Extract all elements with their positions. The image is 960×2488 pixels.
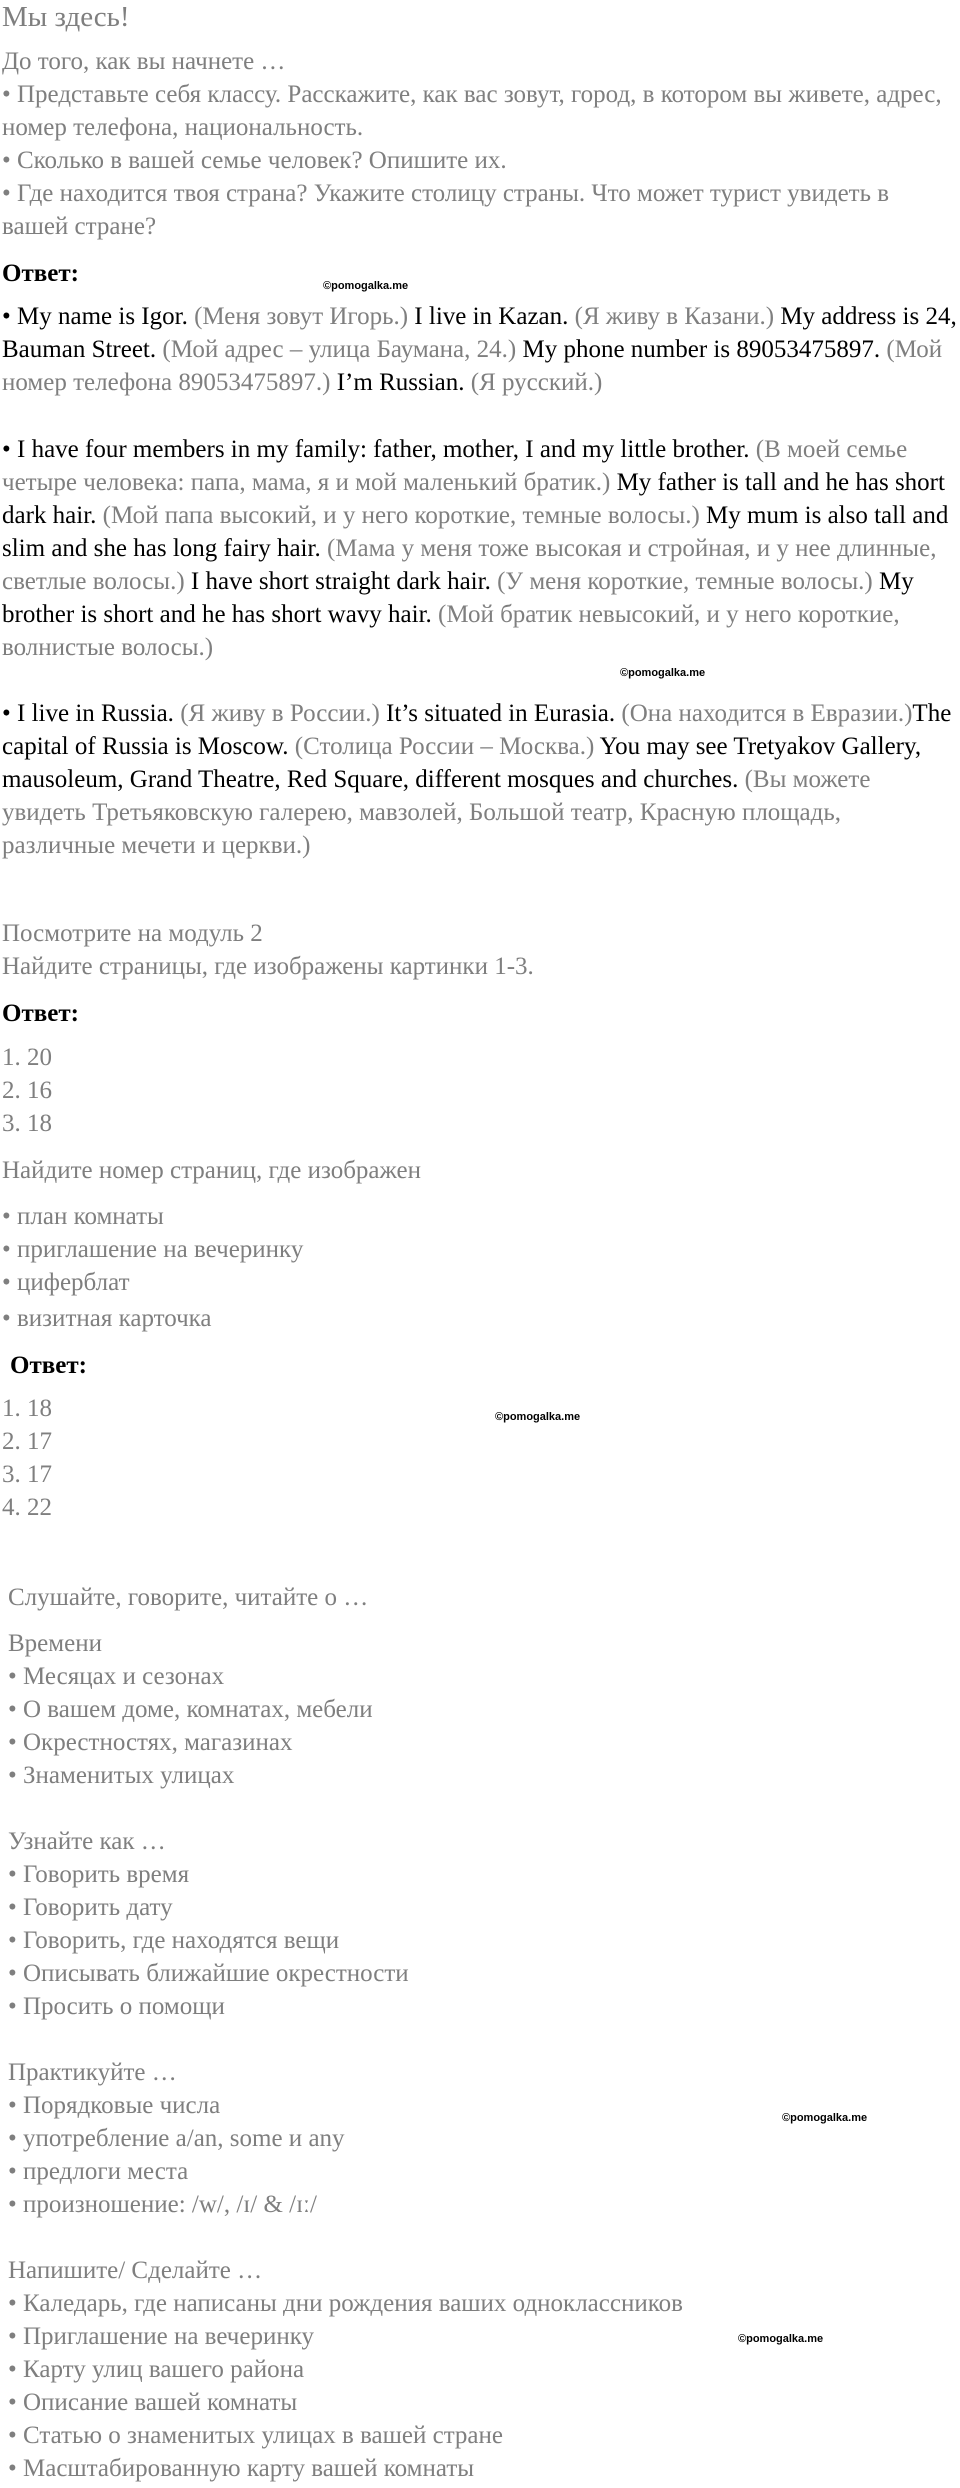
page-title: Мы здесь! — [2, 1, 130, 33]
russian-translation: (Мой папа высокий, и у него короткие, темные волосы.) — [102, 502, 707, 529]
russian-translation: (Я живу в Казани.) — [574, 303, 781, 330]
write-item: • Статью о знаменитых улицах в вашей стране — [8, 2422, 504, 2449]
answer-item: 2. 17 — [2, 1428, 52, 1455]
russian-translation: (Мой номер телефона 89053475897.) — [2, 336, 943, 396]
intro-item: • Представьте себя классу. Расскажите, как вас зовут, город, в котором вы живете, адрес, номер телефона, национальность. — [2, 81, 942, 141]
pages-item: • визитная карточка — [2, 1305, 212, 1332]
russian-translation: (Я русский.) — [470, 369, 603, 396]
answer-paragraph-1 — [2, 300, 957, 399]
english-text: I have short straight dark hair. — [190, 568, 498, 595]
listen-item: • Окрестностях, магазинах — [8, 1729, 293, 1756]
english-text: I’m Russian. — [336, 369, 471, 396]
english-text: My phone number is 89053475897. — [522, 336, 887, 363]
practice-item: • Порядковые числа — [8, 2092, 221, 2119]
answer-label: Ответ: — [2, 260, 79, 287]
english-text: My mum is also tall and slim and she has long fairy hair. — [2, 502, 949, 562]
english-text: • I live in Russia. — [2, 700, 181, 727]
learn-item: • Говорить, где находятся вещи — [8, 1927, 340, 1954]
english-text: I live in Kazan. — [414, 303, 575, 330]
learn-item: • Говорить дату — [8, 1894, 173, 1921]
pages-heading: Найдите номер страниц, где изображен — [2, 1157, 421, 1184]
answer-item: 1. 18 — [2, 1395, 52, 1422]
answer-label: Ответ: — [10, 1352, 87, 1379]
practice-heading: Практикуйте … — [8, 2059, 177, 2086]
russian-translation: (Я живу в России.) — [180, 700, 387, 727]
learn-heading: Узнайте как … — [8, 1828, 166, 1855]
listen-item: Времени — [8, 1630, 102, 1657]
write-item: • Описание вашей комнаты — [8, 2389, 298, 2416]
practice-item: • произношение: /w/, /ɪ/ & /ɪː/ — [8, 2191, 317, 2218]
module-line: Найдите страницы, где изображены картинки 1-3. — [2, 953, 534, 980]
listen-item: • О вашем доме, комнатах, мебели — [8, 1696, 373, 1723]
practice-item: • предлоги места — [8, 2158, 189, 2185]
watermark: ©pomogalka.me — [738, 2333, 824, 2345]
answer-label: Ответ: — [2, 1000, 79, 1027]
answer-item: 2. 16 — [2, 1077, 52, 1104]
watermark: ©pomogalka.me — [620, 667, 706, 679]
english-text: My father is tall and he has short dark hair. — [2, 469, 945, 529]
answer-item: 3. 17 — [2, 1461, 52, 1488]
listen-heading: Слушайте, говорите, читайте о … — [8, 1584, 369, 1611]
russian-translation: (В моей семье четыре человека: папа, мама, я и мой маленький братик.) — [2, 436, 908, 496]
intro-item: • Сколько в вашей семье человек? Опишите их. — [2, 147, 507, 174]
russian-translation: (Мой братик невысокий, и у него короткие, волнистые волосы.) — [2, 601, 900, 661]
practice-item: • употребление a/an, some и any — [8, 2125, 345, 2152]
module-line: Посмотрите на модуль 2 — [2, 920, 263, 947]
russian-translation: (Мой адрес – улица Баумана, 24.) — [162, 336, 523, 363]
write-item: • Карту улиц вашего района — [8, 2356, 305, 2383]
russian-translation: (Мама у меня тоже высокая и стройная, и у нее длинные, светлые волосы.) — [2, 535, 937, 595]
write-item: • Приглашение на вечеринку — [8, 2323, 315, 2350]
russian-translation: (У меня короткие, темные волосы.) — [497, 568, 879, 595]
english-text: My address is 24, Bauman Street. — [2, 303, 957, 363]
learn-item: • Просить о помощи — [8, 1993, 225, 2020]
english-text: • I have four members in my family: father, mother, I and my little brother. — [2, 436, 756, 463]
intro-item: • Где находится твоя страна? Укажите столицу страны. Что может турист увидеть в вашей стране? — [2, 180, 890, 240]
english-text: You may see Tretyakov Gallery, mausoleum, Grand Theatre, Red Square, different mosques and churches. — [2, 733, 922, 793]
english-text: The capital of Russia is Moscow. — [2, 700, 952, 760]
listen-item: • Знаменитых улицах — [8, 1762, 235, 1789]
answer-item: 4. 22 — [2, 1494, 52, 1521]
answer-paragraph-2 — [2, 433, 957, 664]
listen-item: • Месяцах и сезонах — [8, 1663, 225, 1690]
learn-item: • Говорить время — [8, 1861, 190, 1888]
write-item: • Каледарь, где написаны дни рождения ваших одноклассников — [8, 2290, 683, 2317]
answer-item: 3. 18 — [2, 1110, 52, 1137]
answer-paragraph-3 — [2, 697, 957, 862]
watermark: ©pomogalka.me — [323, 280, 409, 292]
english-text: My brother is short and he has short wavy hair. — [2, 568, 914, 628]
write-heading: Напишите/ Сделайте … — [8, 2257, 263, 2284]
watermark: ©pomogalka.me — [782, 2112, 868, 2124]
pages-item: • приглашение на вечеринку — [2, 1236, 304, 1263]
answer-item: 1. 20 — [2, 1044, 52, 1071]
russian-translation: (Меня зовут Игорь.) — [194, 303, 415, 330]
russian-translation: (Вы можете увидеть Третьяковскую галерею, мавзолей, Большой театр, Красную площадь, различные мечети и церкви.) — [2, 766, 871, 859]
write-item: • Масштабированную карту вашей комнаты — [8, 2455, 475, 2482]
intro-heading: До того, как вы начнете … — [2, 48, 286, 75]
english-text: It’s situated in Eurasia. — [386, 700, 622, 727]
pages-item: • план комнаты — [2, 1203, 164, 1230]
russian-translation: (Столица России – Москва.) — [294, 733, 600, 760]
learn-item: • Описывать ближайшие окрестности — [8, 1960, 409, 1987]
pages-item: • циферблат — [2, 1269, 130, 1296]
watermark: ©pomogalka.me — [495, 1411, 581, 1423]
english-text: • My name is Igor. — [2, 303, 195, 330]
russian-translation: (Она находится в Евразии.) — [621, 700, 913, 727]
